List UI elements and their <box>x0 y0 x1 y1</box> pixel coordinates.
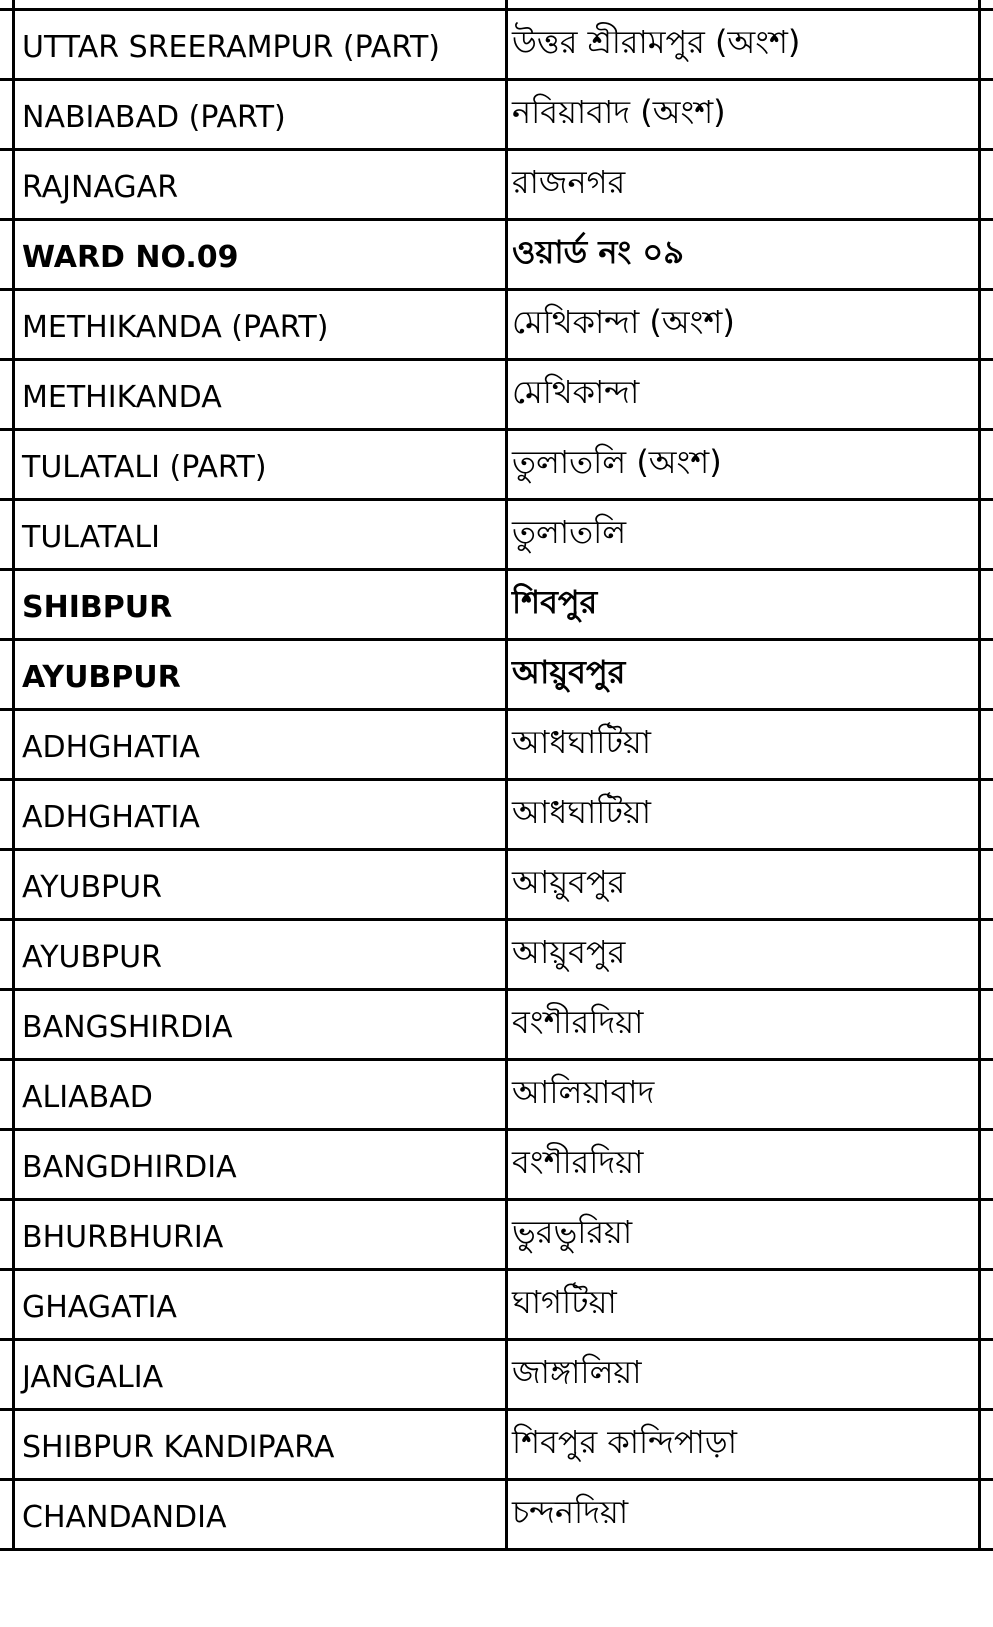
table-row <box>0 781 993 851</box>
bengali-name-cell: মেথিকান্দা (অংশ) <box>512 303 735 341</box>
english-name-cell: CHANDANDIA <box>22 1500 227 1535</box>
bengali-name-cell: আধঘাটিয়া <box>512 793 652 831</box>
english-name-cell: ADHGHATIA <box>22 730 200 765</box>
bengali-name-cell: আয়ুবপুর <box>512 933 626 971</box>
english-name-cell: ADHGHATIA <box>22 800 200 835</box>
table-row <box>0 641 993 711</box>
table-row <box>0 571 993 641</box>
english-name-cell: BHURBHURIA <box>22 1220 224 1255</box>
english-name-cell: UTTAR SREERAMPUR (PART) <box>22 30 441 65</box>
english-name-cell: METHIKANDA (PART) <box>22 310 329 345</box>
bengali-name-cell: আলিয়াবাদ <box>512 1073 655 1111</box>
english-name-cell: AYUBPUR <box>22 940 162 975</box>
table-row <box>0 1411 993 1481</box>
english-name-cell: GHAGATIA <box>22 1290 177 1325</box>
bengali-name-cell: শিবপুর <box>512 583 598 621</box>
english-name-cell: TULATALI <box>22 520 160 555</box>
table-row <box>0 1481 993 1551</box>
bengali-name-cell: শিবপুর কান্দিপাড়া <box>512 1423 738 1461</box>
bengali-name-cell: রাজনগর <box>512 163 626 201</box>
english-name-cell: METHIKANDA <box>22 380 222 415</box>
english-name-cell: NABIABAD (PART) <box>22 100 286 135</box>
table-row <box>0 711 993 781</box>
table-row <box>0 221 993 291</box>
english-name-cell: RAJNAGAR <box>22 170 179 205</box>
english-name-cell: AYUBPUR <box>22 660 181 695</box>
english-name-cell: WARD NO.09 <box>22 240 239 275</box>
bengali-name-cell: তুলাতলি <box>512 513 627 551</box>
bengali-name-cell: বংশীরদিয়া <box>512 1003 644 1041</box>
english-name-cell: TULATALI (PART) <box>22 450 267 485</box>
table-row <box>0 81 993 151</box>
table-row <box>0 431 993 501</box>
bengali-name-cell: বংশীরদিয়া <box>512 1143 644 1181</box>
table-row <box>0 921 993 991</box>
table-row <box>0 991 993 1061</box>
table-row <box>0 361 993 431</box>
english-name-cell: BANGSHIRDIA <box>22 1010 233 1045</box>
bengali-name-cell: আয়ুবপুর <box>512 863 626 901</box>
table-row <box>0 291 993 361</box>
table-row <box>0 851 993 921</box>
bengali-name-cell: আধঘাটিয়া <box>512 723 652 761</box>
bengali-name-cell: ভুরভুরিয়া <box>512 1213 633 1251</box>
table-row <box>0 501 993 571</box>
english-name-cell: JANGALIA <box>22 1360 164 1395</box>
table-row <box>0 151 993 221</box>
table-row <box>0 1341 993 1411</box>
english-name-cell: SHIBPUR KANDIPARA <box>22 1430 335 1465</box>
english-name-cell: SHIBPUR <box>22 590 173 625</box>
bengali-name-cell: আয়ুবপুর <box>512 653 626 691</box>
bengali-name-cell: তুলাতলি (অংশ) <box>512 443 722 481</box>
bengali-name-cell: উত্তর শ্রীরামপুর (অংশ) <box>512 23 801 61</box>
english-name-cell: BANGDHIRDIA <box>22 1150 237 1185</box>
bengali-name-cell: নবিয়াবাদ (অংশ) <box>512 93 726 131</box>
english-name-cell: AYUBPUR <box>22 870 162 905</box>
table-row <box>0 1271 993 1341</box>
english-name-cell: ALIABAD <box>22 1080 153 1115</box>
table-row <box>0 1201 993 1271</box>
bengali-name-cell: জাঙ্গালিয়া <box>512 1353 642 1391</box>
bengali-name-cell: মেথিকান্দা <box>512 373 640 411</box>
table-row <box>0 1061 993 1131</box>
bengali-name-cell: চন্দনদিয়া <box>512 1493 629 1531</box>
bengali-name-cell: ঘাগটিয়া <box>512 1283 617 1321</box>
table-row <box>0 1131 993 1201</box>
table-row <box>0 11 993 81</box>
bengali-name-cell: ওয়ার্ড নং ০৯ <box>512 233 684 271</box>
